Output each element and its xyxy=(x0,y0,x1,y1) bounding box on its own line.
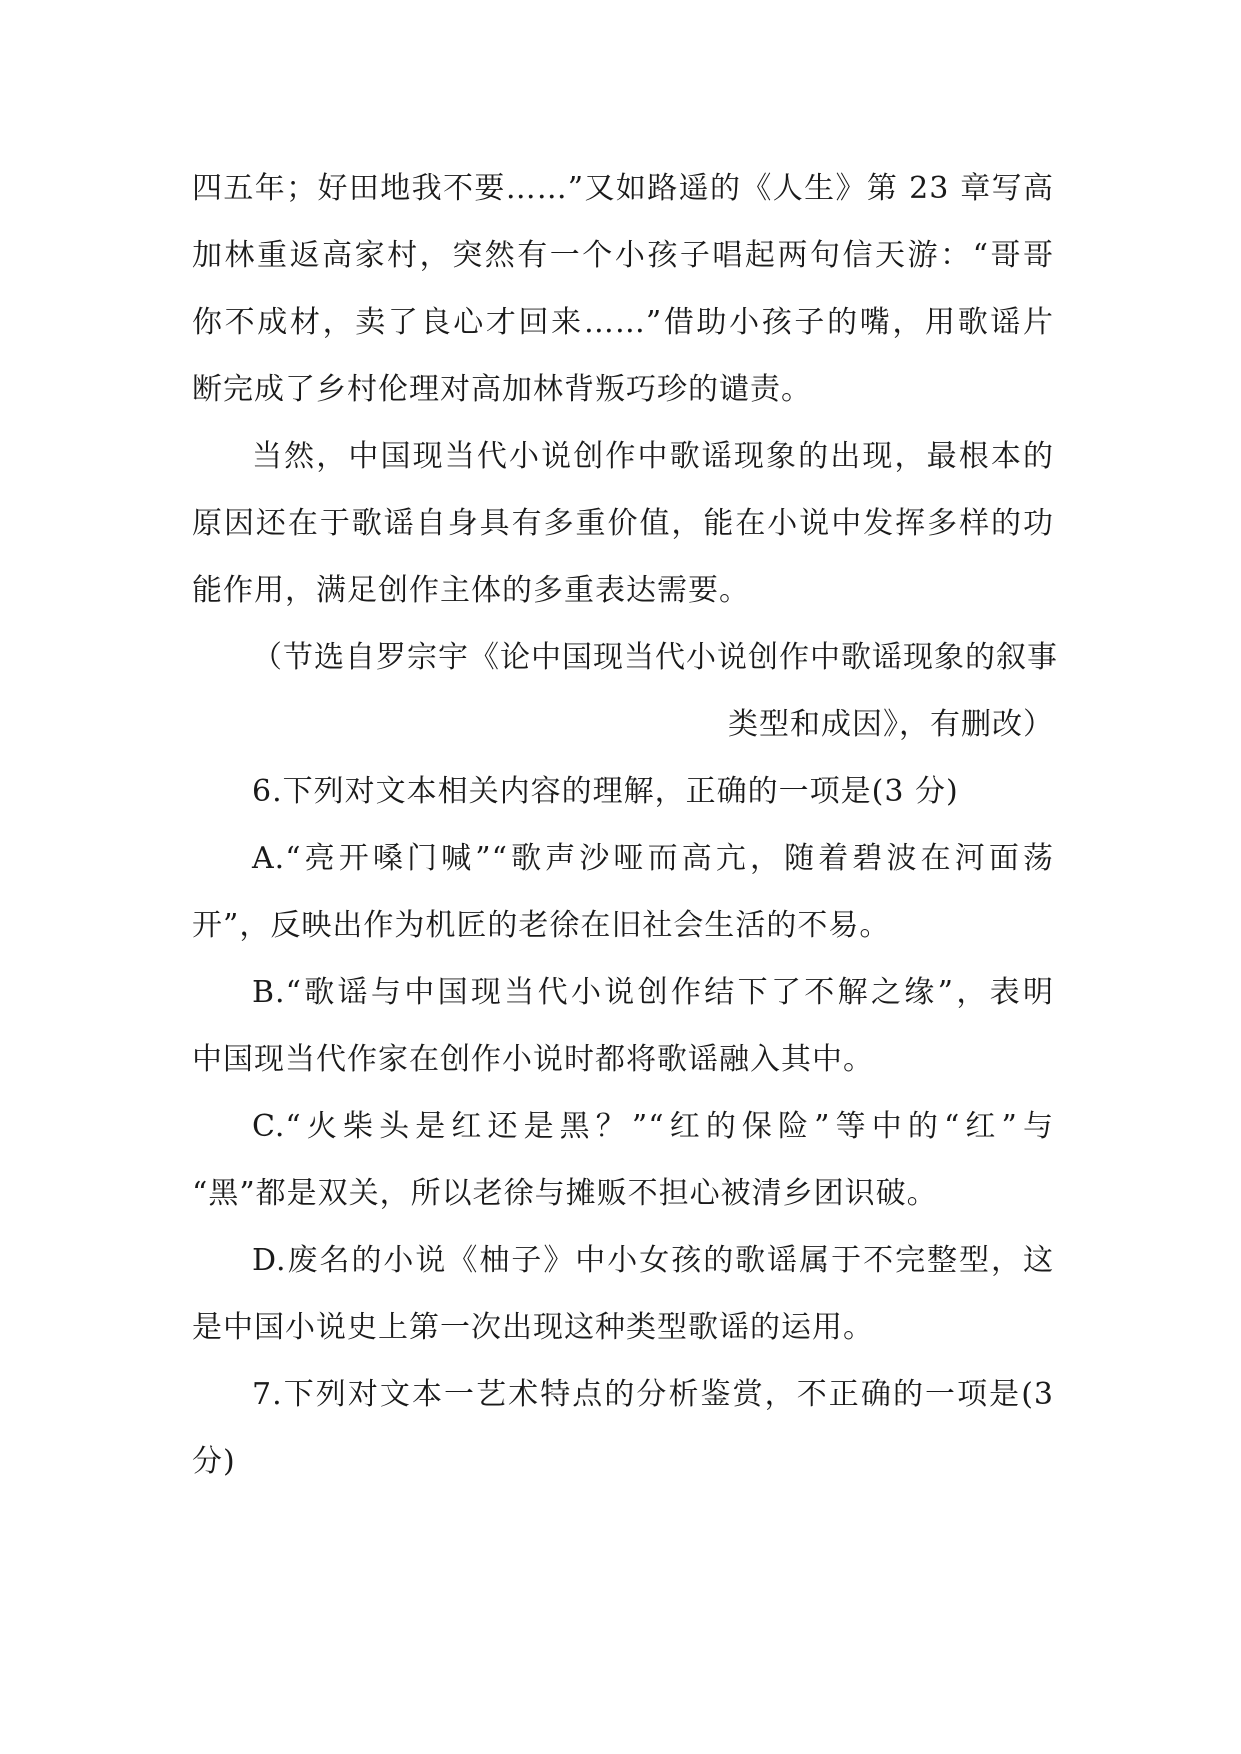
paragraph-line: 当然，中国现当代小说创作中歌谣现象的出现，最根本的 xyxy=(252,439,1054,474)
question-6-option-c: “黑”都是双关，所以老徐与摊贩不担心被清乡团识破。 xyxy=(192,1176,938,1211)
paragraph-line: 能作用，满足创作主体的多重表达需要。 xyxy=(192,573,750,608)
question-7-stem: 7.下列对文本一艺术特点的分析鉴赏，不正确的一项是(3 xyxy=(252,1377,1054,1412)
source-citation-line: （节选自罗宗宇《论中国现当代小说创作中歌谣现象的叙事 xyxy=(252,640,1058,675)
question-7-stem: 分) xyxy=(192,1444,236,1479)
question-6-option-d: 是中国小说史上第一次出现这种类型歌谣的运用。 xyxy=(192,1310,874,1345)
paragraph-line: 原因还在于歌谣自身具有多重价值，能在小说中发挥多样的功 xyxy=(192,506,1054,541)
question-6-stem: 6.下列对文本相关内容的理解，正确的一项是(3 分) xyxy=(252,774,959,809)
question-6-option-d: D.废名的小说《柚子》中小女孩的歌谣属于不完整型，这 xyxy=(252,1243,1054,1278)
question-6-option-b: B.“歌谣与中国现当代小说创作结下了不解之缘”，表明 xyxy=(252,975,1054,1010)
document-page xyxy=(192,155,1058,1495)
source-citation-line: 类型和成因》，有删改） xyxy=(728,707,1054,742)
question-6-option-b: 中国现当代作家在创作小说时都将歌谣融入其中。 xyxy=(192,1042,874,1077)
paragraph-line: 你不成材，卖了良心才回来……”借助小孩子的嘴，用歌谣片 xyxy=(192,305,1054,340)
question-6-option-a: A.“亮开嗓门喊”“歌声沙哑而高亢，随着碧波在河面荡 xyxy=(252,841,1054,876)
paragraph-line: 四五年；好田地我不要……”又如路遥的《人生》第 23 章写高 xyxy=(192,171,1054,206)
paragraph-line: 断完成了乡村伦理对高加林背叛巧珍的谴责。 xyxy=(192,372,812,407)
paragraph-line: 加林重返高家村，突然有一个小孩子唱起两句信天游：“哥哥 xyxy=(192,238,1054,273)
question-6-option-c: C.“火柴头是红还是黑？”“红的保险”等中的“红”与 xyxy=(252,1109,1054,1144)
question-6-option-a: 开”，反映出作为机匠的老徐在旧社会生活的不易。 xyxy=(192,908,891,943)
